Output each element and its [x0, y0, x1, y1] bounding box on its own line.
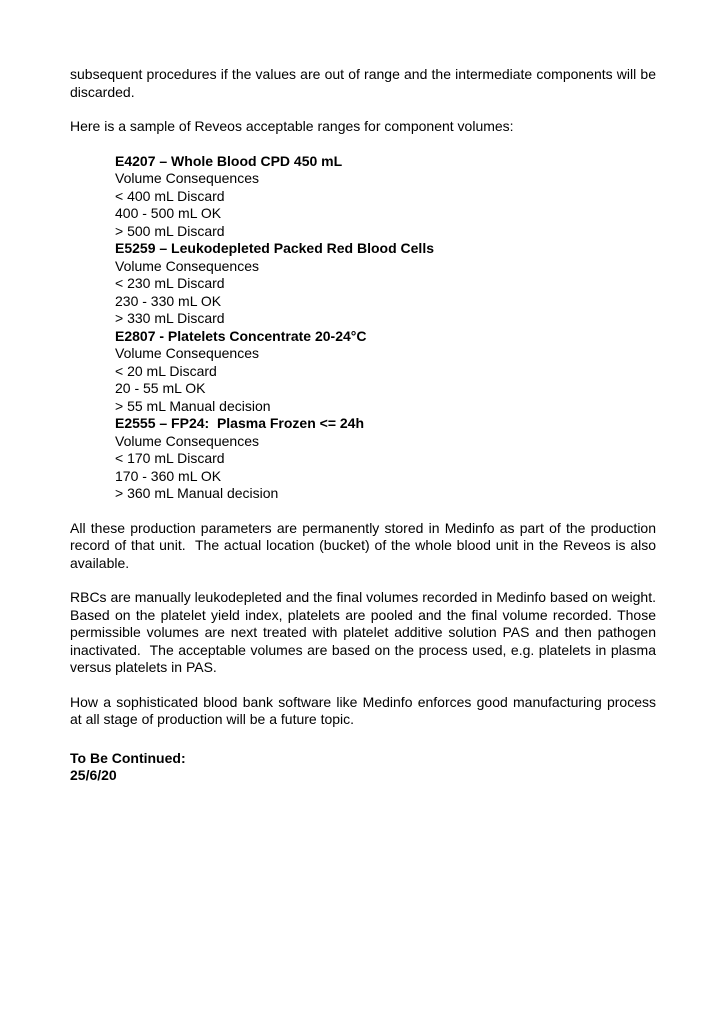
component-block — [115, 153, 656, 241]
to-be-continued-label: To Be Continued: — [70, 749, 186, 766]
component-line: < 230 mL Discard — [115, 275, 225, 291]
component-block — [115, 328, 656, 416]
paragraph-rbcs: RBCs are manually leukodepleted and the final volumes recorded in Medinfo based on weight. Based on the platelet yield index, platelets are pooled and the final volume recorded. Those permissible volumes are next treated with platelet additive solution PAS and then pathogen inactivated. The acceptable volumes are based on the process used, e.g. platelets in plasma versus platelets in PAS. — [70, 589, 664, 675]
component-title: E2807 - Platelets Concentrate 20-24°C — [115, 327, 367, 344]
component-ranges-list — [70, 153, 656, 503]
date-label: 25/6/20 — [70, 767, 117, 783]
component-line: > 360 mL Manual decision — [115, 485, 279, 501]
paragraph-future: How a sophisticated blood bank software like Medinfo enforces good manufacturing process at all stage of production will be a future topic. — [70, 693, 660, 727]
component-line: > 500 mL Discard — [115, 222, 225, 239]
component-line: Volume Consequences — [115, 432, 259, 449]
component-line: > 55 mL Manual decision — [115, 397, 271, 414]
component-line: < 170 mL Discard — [115, 450, 225, 466]
component-line: 230 - 330 mL OK — [115, 292, 222, 309]
component-line: 170 - 360 mL OK — [115, 467, 222, 484]
component-line: 20 - 55 mL OK — [115, 380, 206, 396]
component-line: < 20 mL Discard — [115, 362, 217, 379]
component-title: E5259 – Leukodepleted Packed Red Blood Cells — [115, 240, 434, 256]
component-line: Volume Consequences — [115, 345, 259, 361]
paragraph-storage: All these production parameters are permanently stored in Medinfo as part of the production record of that unit. The actual location (bucket) of the whole blood unit in the Reveos is also available. — [70, 519, 660, 571]
component-line: Volume Consequences — [115, 257, 259, 274]
paragraph-continuation: subsequent procedures if the values are out of range and the intermediate components will be discarded. — [70, 66, 660, 100]
paragraph-sample-intro: Here is a sample of Reveos acceptable ranges for component volumes: — [70, 118, 514, 134]
footer-block — [70, 750, 656, 785]
component-line: 400 - 500 mL OK — [115, 205, 222, 221]
component-line: > 330 mL Discard — [115, 310, 225, 326]
component-block — [115, 415, 656, 503]
component-title: E2555 – FP24: Plasma Frozen <= 24h — [115, 415, 365, 431]
component-line: < 400 mL Discard — [115, 187, 225, 204]
component-block — [115, 240, 656, 328]
component-line: Volume Consequences — [115, 170, 259, 186]
component-title: E4207 – Whole Blood CPD 450 mL — [115, 152, 343, 169]
